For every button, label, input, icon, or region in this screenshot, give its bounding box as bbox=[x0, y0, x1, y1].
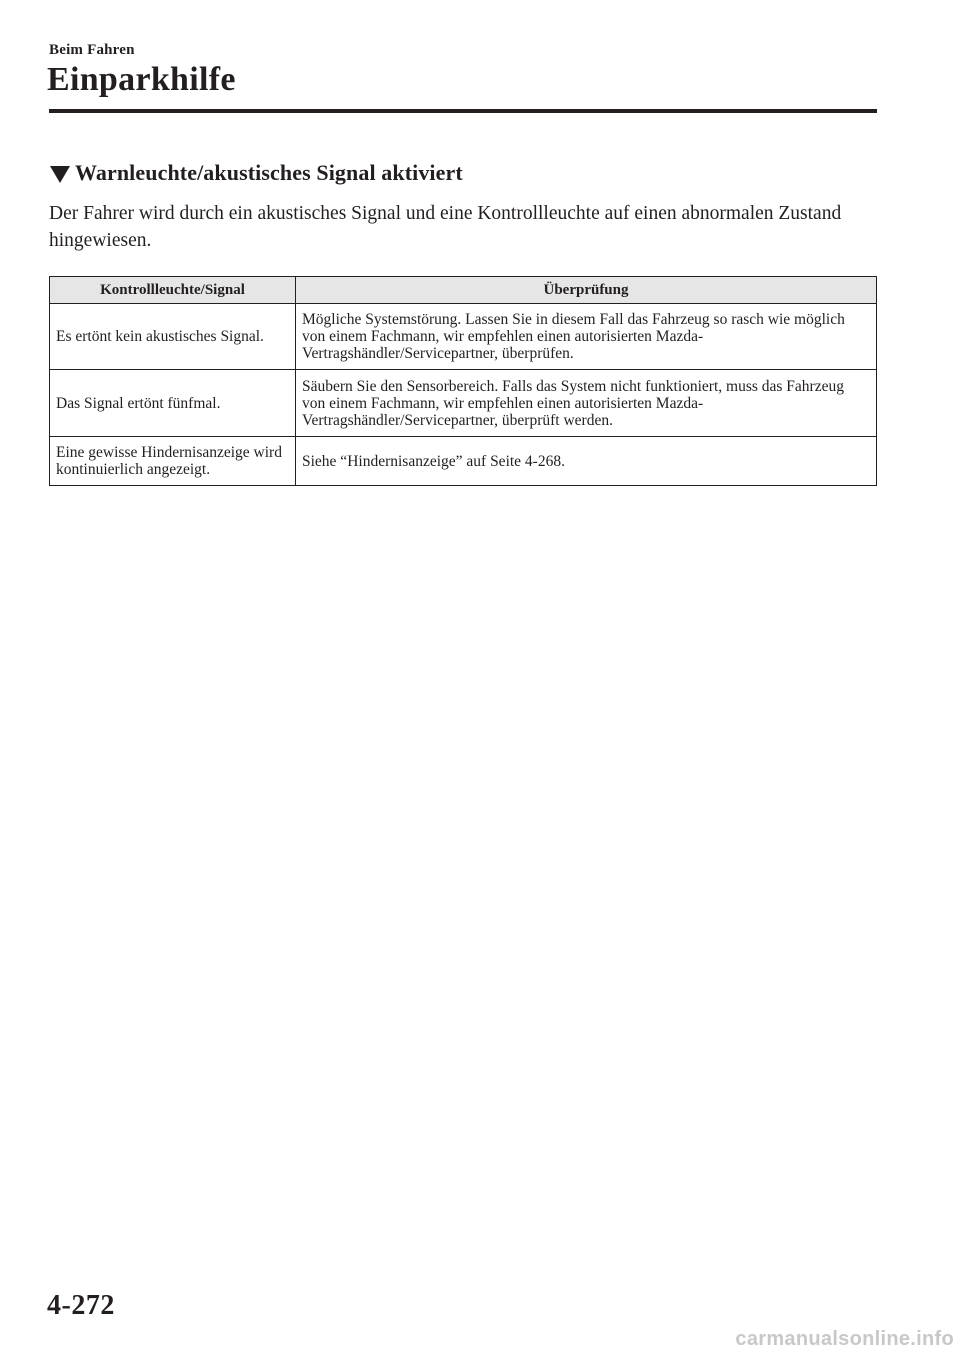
intro-paragraph: Der Fahrer wird durch ein akustisches Signal und eine Kontrollleuchte auf einen abnormalen Zustand hingewiesen. bbox=[49, 203, 842, 251]
table-row bbox=[50, 437, 877, 486]
page-title: Einparkhilfe bbox=[47, 61, 236, 98]
check-cell: Siehe “Hindernisanzeige” auf Seite 4-268. bbox=[296, 437, 877, 486]
table-row bbox=[50, 304, 877, 370]
section-label: Beim Fahren bbox=[49, 42, 135, 58]
subsection-heading bbox=[50, 160, 463, 186]
header-divider bbox=[49, 109, 877, 113]
column-header-signal: Kontrollleuchte/Signal bbox=[50, 277, 296, 304]
subsection-title: Warnleuchte/akustisches Signal aktiviert bbox=[75, 160, 463, 185]
table-header-row bbox=[50, 277, 877, 304]
signal-cell: Es ertönt kein akustisches Signal. bbox=[50, 304, 296, 370]
watermark: carmanualsonline.info bbox=[735, 1328, 954, 1350]
triangle-down-icon bbox=[50, 166, 70, 183]
page-number: 4-272 bbox=[47, 1290, 115, 1321]
table-row bbox=[50, 370, 877, 437]
signal-cell: Das Signal ertönt fünfmal. bbox=[50, 370, 296, 437]
check-table bbox=[49, 276, 877, 486]
check-cell: Säubern Sie den Sensorbereich. Falls das System nicht funktioniert, muss das Fahrzeug von einem Fachmann, wir empfehlen einen autorisierten Mazda-Vertragshändler/Servicepartner, überprüft werden. bbox=[296, 370, 877, 437]
signal-cell: Eine gewisse Hindernisanzeige wird kontinuierlich angezeigt. bbox=[50, 437, 296, 486]
check-cell: Mögliche Systemstörung. Lassen Sie in diesem Fall das Fahrzeug so rasch wie möglich von einem Fachmann, wir empfehlen einen autorisierten Mazda-Vertragshändler/Servicepartner, überprüfen. bbox=[296, 304, 877, 370]
column-header-check: Überprüfung bbox=[296, 277, 877, 304]
